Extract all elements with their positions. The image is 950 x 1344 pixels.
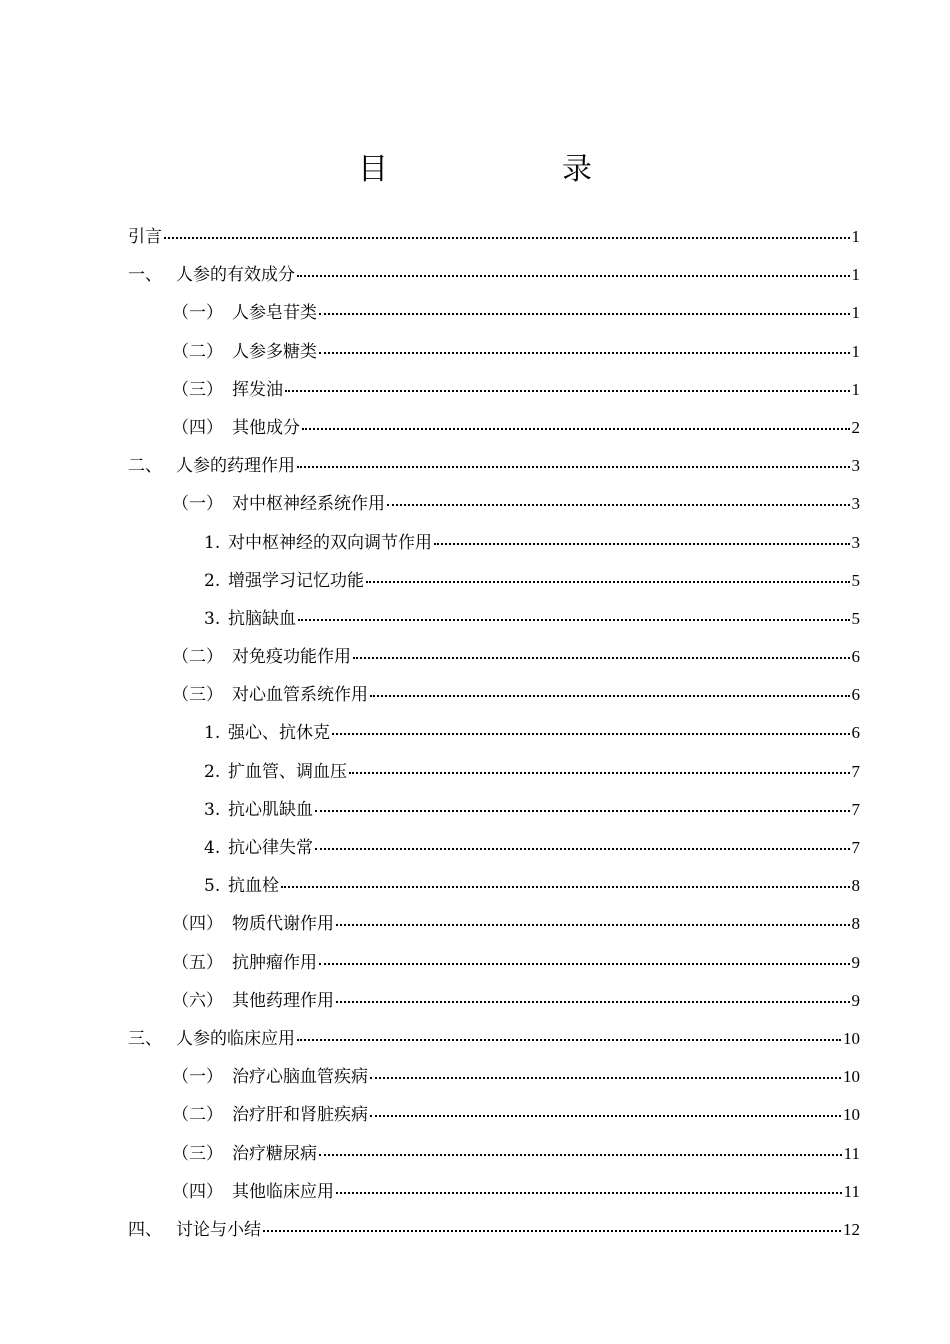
toc-entry-page-number: 3 [851,532,860,552]
toc-entry-page-number: 2 [851,417,860,437]
toc-entry-number: 二、 [128,456,162,477]
toc-entry[interactable] [128,451,860,489]
toc-entry-page-number: 11 [843,1181,860,1201]
toc-entry-label: 物质代谢作用 [232,914,334,935]
toc-entry[interactable] [128,528,860,566]
toc-entry[interactable] [128,1100,860,1138]
toc-entry-label: 增强学习记忆功能 [228,570,364,591]
toc-entry-number: 5. [204,876,221,897]
toc-entry[interactable] [128,948,860,986]
toc-entry-number: 3. [204,608,221,629]
toc-entry-number: （四） [172,914,223,935]
toc-entry-text [204,528,432,558]
toc-entry-page-number: 1 [851,379,860,399]
toc-entry-text [172,375,283,405]
toc-entry[interactable] [128,833,860,871]
toc-entry-label: 抗脑缺血 [228,608,296,629]
toc-entry-page-number: 6 [851,723,860,743]
toc-entry[interactable] [128,298,860,336]
toc-entry-label: 人参的临床应用 [176,1028,295,1049]
toc-entry-text [204,718,330,748]
toc-entry-page-number: 10 [843,1028,860,1048]
toc-entry[interactable] [128,986,860,1024]
toc-entry-number: （二） [172,341,223,362]
dot-leader [336,924,850,926]
dot-leader [434,543,850,545]
toc-entry-label: 人参的有效成分 [176,265,295,286]
toc-entry-number: （一） [172,494,223,515]
toc-entry[interactable] [128,337,860,375]
toc-entry-page-number: 10 [843,1105,860,1125]
dot-leader [281,886,850,888]
toc-entry[interactable] [128,566,860,604]
toc-entry-number: （二） [172,1105,223,1126]
toc-entry-text [128,1024,295,1054]
toc-entry-number: （二） [172,647,223,668]
toc-entry-label: 挥发油 [232,379,283,400]
toc-entry[interactable] [128,260,860,298]
toc-entry-label: 治疗心脑血管疾病 [232,1067,368,1088]
toc-entry-text [204,604,296,634]
toc-entry-text [172,413,300,443]
toc-entry-text [204,566,364,596]
toc-entry-page-number: 9 [851,990,860,1010]
toc-entry[interactable] [128,1024,860,1062]
toc-entry-number: （三） [172,1143,223,1164]
toc-entry-number: 四、 [128,1219,162,1240]
dot-leader [366,581,850,583]
dot-leader [319,352,850,354]
toc-entry-label: 对免疫功能作用 [232,647,351,668]
toc-entry-text [172,986,334,1016]
toc-entry-page-number: 5 [851,570,860,590]
toc-entry[interactable] [128,1177,860,1215]
toc-entry-page-number: 3 [851,456,860,476]
toc-entry-number: 三、 [128,1028,162,1049]
toc-entry[interactable] [128,909,860,947]
toc-entry[interactable] [128,757,860,795]
toc-entry-label: 其他药理作用 [232,990,334,1011]
toc-entry-page-number: 1 [851,303,860,323]
toc-entry-text [172,1139,317,1169]
toc-entry-text [128,451,295,481]
toc-entry-page-number: 12 [843,1219,860,1239]
toc-entry-label: 人参多糖类 [232,341,317,362]
toc-entry[interactable] [128,795,860,833]
toc-entry[interactable] [128,489,860,527]
toc-entry-page-number: 5 [851,608,860,628]
toc-entry-text [204,757,347,787]
toc-entry-page-number: 8 [851,914,860,934]
toc-entry-number: 一、 [128,265,162,286]
toc-entry-text [128,1215,261,1245]
dot-leader [297,466,850,468]
toc-entry-label: 治疗糖尿病 [232,1143,317,1164]
toc-entry-text [172,337,317,367]
toc-entry-number: （六） [172,990,223,1011]
toc-entry-text [172,1062,368,1092]
toc-entry-page-number: 1 [851,341,860,361]
toc-entry-text [172,642,351,672]
toc-entry-label: 引言 [128,227,162,247]
toc-entry-number: （三） [172,685,223,706]
dot-leader [263,1230,841,1232]
dot-leader [319,1154,842,1156]
toc-entry[interactable] [128,718,860,756]
toc-entry-number: （一） [172,303,223,324]
toc-entry-number: （四） [172,1181,223,1202]
toc-entry-number: 1. [204,532,221,553]
toc-entry-page-number: 6 [851,647,860,667]
toc-entry[interactable] [128,871,860,909]
toc-entry[interactable] [128,642,860,680]
dot-leader [297,1039,841,1041]
toc-entry-label: 对心血管系统作用 [232,685,368,706]
toc-entry-page-number: 6 [851,685,860,705]
toc-entry-label: 抗心肌缺血 [228,799,313,820]
toc-entry-text [128,260,295,290]
dot-leader [315,848,850,850]
dot-leader [319,313,850,315]
toc-entry-text [128,222,162,252]
toc-entry[interactable] [128,1139,860,1177]
toc-entry-page-number: 8 [851,876,860,896]
toc-entry[interactable] [128,1062,860,1100]
toc-entry[interactable] [128,413,860,451]
dot-leader [349,772,850,774]
toc-entry-label: 对中枢神经的双向调节作用 [228,532,432,553]
toc-entry-label: 其他成分 [232,417,300,438]
toc-entry-number: 2. [204,570,221,591]
toc-entry-label: 抗血栓 [228,876,279,897]
toc-entry-text [172,680,368,710]
toc-entry-number: 3. [204,799,221,820]
toc-entry[interactable] [128,604,860,642]
toc-entry-text [204,871,279,901]
toc-entry-label: 人参的药理作用 [176,456,295,477]
dot-leader [332,733,850,735]
toc-entry-label: 人参皂苷类 [232,303,317,324]
dot-leader [370,695,850,697]
toc-entry-label: 扩血管、调血压 [228,761,347,782]
toc-entry-page-number: 1 [851,227,860,246]
toc-entry-text [172,489,385,519]
toc-entry-label: 对中枢神经系统作用 [232,494,385,515]
dot-leader [336,1001,850,1003]
toc-entry-page-number: 11 [843,1143,860,1163]
toc-entry-label: 其他临床应用 [232,1181,334,1202]
toc-entry-page-number: 7 [851,838,860,857]
toc-entry-page-number: 1 [851,265,860,285]
toc-entry-number: （五） [172,952,223,973]
toc-entry-number: 4. [204,838,221,858]
toc-entry-text [172,948,317,978]
dot-leader [353,657,850,659]
table-of-contents [128,222,860,1253]
toc-entry-number: 2. [204,761,221,782]
dot-leader [370,1077,841,1079]
toc-entry-text [204,833,313,863]
dot-leader [297,275,850,277]
toc-entry[interactable] [128,375,860,413]
dot-leader [319,963,850,965]
toc-entry-number: （四） [172,417,223,438]
toc-entry-label: 强心、抗休克 [228,723,330,744]
dot-leader [336,1192,842,1194]
toc-entry-label: 讨论与小结 [176,1219,261,1240]
dot-leader [370,1115,841,1117]
toc-entry-number: 1. [204,723,221,744]
toc-entry-text [172,1100,368,1130]
toc-title: 目 录 [358,152,630,187]
toc-entry-text [172,298,317,328]
toc-entry-label: 抗心律失常 [228,838,313,858]
dot-leader [315,810,850,812]
toc-entry-number: （三） [172,379,223,400]
toc-entry[interactable] [128,222,860,260]
dot-leader [387,504,850,506]
toc-entry-page-number: 7 [851,799,860,819]
dot-leader [164,237,850,239]
toc-entry-page-number: 7 [851,761,860,781]
toc-entry-text [172,909,334,939]
toc-entry[interactable] [128,680,860,718]
toc-entry-number: （一） [172,1067,223,1088]
toc-entry-page-number: 10 [843,1067,860,1087]
toc-entry-page-number: 9 [851,952,860,972]
toc-entry-label: 抗肿瘤作用 [232,952,317,973]
dot-leader [285,390,850,392]
toc-entry-page-number: 3 [851,494,860,514]
toc-entry-text [204,795,313,825]
toc-entry-text [172,1177,334,1207]
toc-entry[interactable] [128,1215,860,1253]
dot-leader [298,619,850,621]
dot-leader [302,428,850,430]
toc-entry-label: 治疗肝和肾脏疾病 [232,1105,368,1126]
